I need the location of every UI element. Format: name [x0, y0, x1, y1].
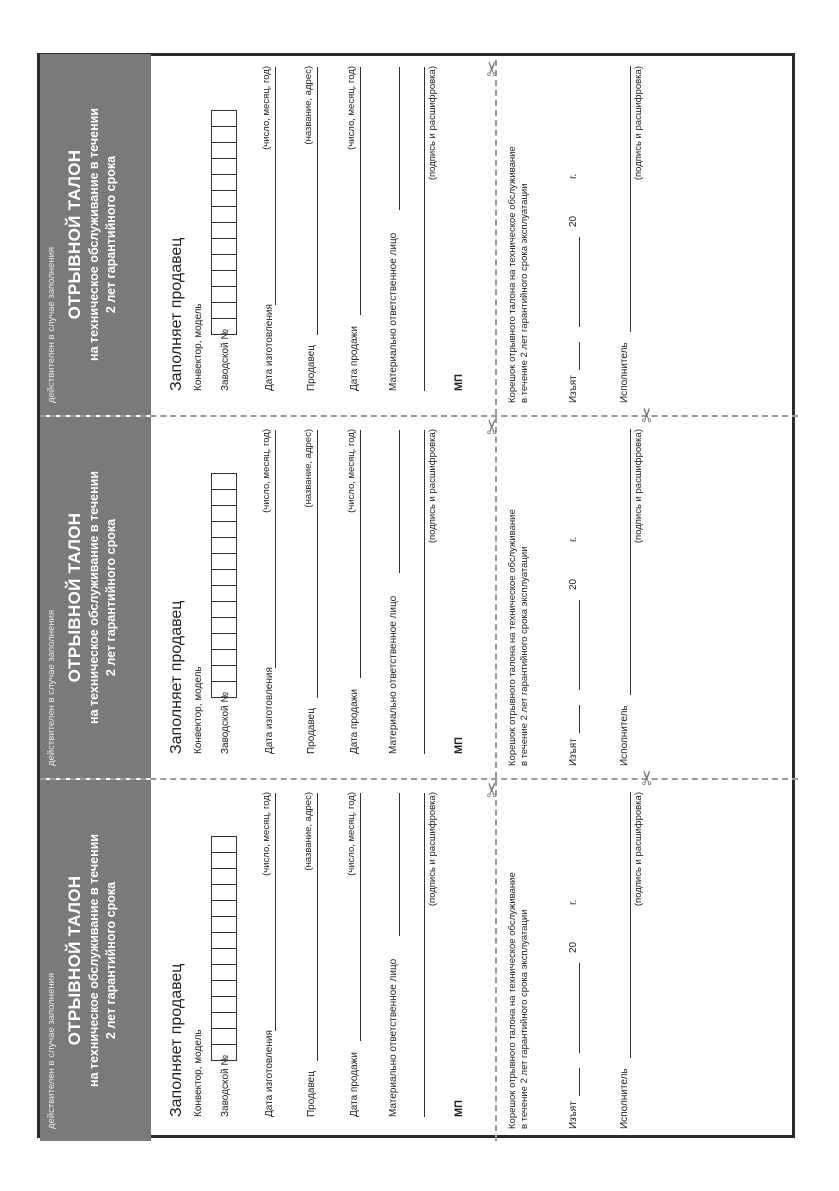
- cut-line-vertical-2: [40, 415, 798, 417]
- serial-box[interactable]: [211, 286, 237, 303]
- coupon-subtitle-2: 2 лет гарантийного срока: [104, 518, 118, 677]
- sale-date-label: Дата продажи: [349, 689, 360, 754]
- serial-box[interactable]: [211, 270, 237, 287]
- manufacture-date-label: Дата изготовления: [264, 667, 275, 754]
- serial-number-boxes[interactable]: [211, 474, 237, 698]
- withdrawn-day-line[interactable]: [579, 705, 580, 733]
- serial-box[interactable]: [211, 302, 237, 319]
- manufacture-date-line[interactable]: [275, 67, 276, 305]
- coupon-title: ОТРЫВНОЙ ТАЛОН: [65, 512, 84, 683]
- sale-date-label: Дата продажи: [349, 1052, 360, 1117]
- manufacture-date-hint: (число, месяц, год): [261, 66, 272, 150]
- serial-box[interactable]: [211, 569, 237, 586]
- model-label: Конвектор, модель: [193, 303, 204, 391]
- serial-box[interactable]: [211, 126, 237, 143]
- sale-date-hint: (число, месяц, год): [346, 429, 357, 513]
- responsible-line[interactable]: [399, 430, 400, 573]
- stub-description: Корешок отрывного талона на техническое обслуживание в течение 2 лет гарантийного срока эксплуатации: [507, 509, 530, 766]
- responsible-line[interactable]: [399, 67, 400, 210]
- serial-box[interactable]: [211, 553, 237, 570]
- coupon-title: ОТРЫВНОЙ ТАЛОН: [65, 875, 84, 1046]
- withdrawn-day-line[interactable]: [579, 342, 580, 370]
- sale-date-hint: (число, месяц, год): [346, 66, 357, 150]
- serial-box[interactable]: [211, 948, 237, 965]
- serial-box[interactable]: [211, 980, 237, 997]
- cut-line-vertical-1: [40, 778, 798, 780]
- coupon-subtitle-1: на техническое обслуживание в течении: [87, 471, 101, 724]
- seller-label: Продавец: [306, 345, 317, 391]
- cut-line-horizontal-1: [495, 780, 497, 1141]
- executor-label: Исполнитель: [619, 1068, 630, 1129]
- serial-box[interactable]: [211, 110, 237, 127]
- stamp-mark: МП: [453, 373, 465, 391]
- serial-box[interactable]: [211, 174, 237, 191]
- serial-box[interactable]: [211, 537, 237, 554]
- signature-line[interactable]: [424, 67, 425, 391]
- coupon-header-band: [40, 417, 151, 778]
- stub-description: Корешок отрывного талона на техническое обслуживание в течение 2 лет гарантийного срока эксплуатации: [507, 146, 530, 403]
- executor-hint: (подпись и расшифровка): [633, 429, 644, 544]
- executor-line[interactable]: [630, 792, 631, 1058]
- responsible-label: Материально ответственное лицо: [388, 232, 399, 391]
- withdrawn-month-line[interactable]: [579, 237, 580, 327]
- year-suffix: г.: [568, 899, 579, 905]
- seller-hint: (название, адрес): [303, 792, 314, 871]
- serial-box[interactable]: [211, 142, 237, 159]
- serial-box[interactable]: [211, 473, 237, 490]
- responsible-line[interactable]: [399, 793, 400, 936]
- withdrawn-month-line[interactable]: [579, 963, 580, 1053]
- seller-hint: (название, адрес): [303, 429, 314, 508]
- stamp-mark: МП: [453, 736, 465, 754]
- serial-box[interactable]: [211, 1028, 237, 1045]
- serial-box[interactable]: [211, 649, 237, 666]
- serial-box[interactable]: [211, 868, 237, 885]
- seller-line[interactable]: [317, 430, 318, 698]
- coupon-title: ОТРЫВНОЙ ТАЛОН: [65, 149, 84, 320]
- serial-box[interactable]: [211, 617, 237, 634]
- signature-hint: (подпись и расшифровка): [427, 429, 438, 544]
- withdrawn-label: Изъят: [568, 738, 579, 766]
- seller-label: Продавец: [306, 1071, 317, 1117]
- serial-box[interactable]: [211, 190, 237, 207]
- responsible-label: Материально ответственное лицо: [388, 958, 399, 1117]
- coupon-subtitle-2: 2 лет гарантийного срока: [104, 881, 118, 1040]
- cut-line-horizontal-3: [495, 60, 497, 415]
- withdrawn-month-line[interactable]: [579, 600, 580, 690]
- executor-line[interactable]: [630, 66, 631, 332]
- withdrawn-label: Изъят: [568, 1101, 579, 1129]
- sale-date-label: Дата продажи: [349, 326, 360, 391]
- coupon-subtitle-2: 2 лет гарантийного срока: [104, 155, 118, 314]
- stub-description: Корешок отрывного талона на техническое обслуживание в течение 2 лет гарантийного срока эксплуатации: [507, 872, 530, 1129]
- coupon-subtitle-1: на техническое обслуживание в течении: [87, 108, 101, 361]
- coupon-sheet: [37, 53, 795, 1138]
- sale-date-line[interactable]: [360, 67, 361, 315]
- serial-box[interactable]: [211, 916, 237, 933]
- serial-box[interactable]: [211, 633, 237, 650]
- serial-box[interactable]: [211, 836, 237, 853]
- year-prefix: 20: [568, 578, 579, 590]
- coupon-subtitle-1: на техническое обслуживание в течении: [87, 834, 101, 1087]
- year-suffix: г.: [568, 173, 579, 179]
- sale-date-line[interactable]: [360, 430, 361, 678]
- responsible-label: Материально ответственное лицо: [388, 595, 399, 754]
- serial-box[interactable]: [211, 1044, 237, 1061]
- validity-note: действителен в случае заполнения: [46, 609, 57, 766]
- coupon-header-band: [40, 54, 151, 415]
- serial-box[interactable]: [211, 206, 237, 223]
- serial-box[interactable]: [211, 932, 237, 949]
- serial-label: Заводской №: [220, 1054, 231, 1117]
- serial-box[interactable]: [211, 964, 237, 981]
- coupon-3: [40, 54, 798, 415]
- withdrawn-label: Изъят: [568, 375, 579, 403]
- serial-label: Заводской №: [220, 691, 231, 754]
- validity-note: действителен в случае заполнения: [46, 246, 57, 403]
- serial-box[interactable]: [211, 585, 237, 602]
- year-prefix: 20: [568, 941, 579, 953]
- validity-note: действителен в случае заполнения: [46, 972, 57, 1129]
- serial-box[interactable]: [211, 505, 237, 522]
- rotated-canvas: [40, 56, 798, 1141]
- scissors-icon: ✂: [482, 418, 504, 435]
- serial-box[interactable]: [211, 521, 237, 538]
- sale-date-hint: (число, месяц, год): [346, 792, 357, 876]
- serial-box[interactable]: [211, 601, 237, 618]
- signature-line[interactable]: [424, 430, 425, 754]
- serial-box[interactable]: [211, 158, 237, 175]
- seller-line[interactable]: [317, 793, 318, 1061]
- manufacture-date-label: Дата изготовления: [264, 1030, 275, 1117]
- serial-box[interactable]: [211, 681, 237, 698]
- serial-box[interactable]: [211, 884, 237, 901]
- serial-box[interactable]: [211, 222, 237, 239]
- serial-box[interactable]: [211, 852, 237, 869]
- sale-date-line[interactable]: [360, 793, 361, 1041]
- executor-hint: (подпись и расшифровка): [633, 66, 644, 181]
- serial-box[interactable]: [211, 996, 237, 1013]
- year-prefix: 20: [568, 215, 579, 227]
- serial-number-boxes[interactable]: [211, 111, 237, 335]
- executor-label: Исполнитель: [619, 342, 630, 403]
- scissors-icon: ✂: [482, 781, 504, 798]
- coupon-1: [40, 780, 798, 1141]
- serial-number-boxes[interactable]: [211, 837, 237, 1061]
- stamp-mark: МП: [453, 1099, 465, 1117]
- executor-hint: (подпись и расшифровка): [633, 792, 644, 907]
- serial-box[interactable]: [211, 900, 237, 917]
- manufacture-date-hint: (число, месяц, год): [261, 429, 272, 513]
- seller-label: Продавец: [306, 708, 317, 754]
- seller-hint: (название, адрес): [303, 66, 314, 145]
- model-label: Конвектор, модель: [193, 1029, 204, 1117]
- signature-line[interactable]: [424, 793, 425, 1117]
- serial-box[interactable]: [211, 1012, 237, 1029]
- seller-heading: Заполняет продавец: [168, 600, 185, 754]
- serial-box[interactable]: [211, 489, 237, 506]
- manufacture-date-label: Дата изготовления: [264, 304, 275, 391]
- model-label: Конвектор, модель: [193, 666, 204, 754]
- manufacture-date-line[interactable]: [275, 430, 276, 668]
- signature-hint: (подпись и расшифровка): [427, 792, 438, 907]
- serial-box[interactable]: [211, 238, 237, 255]
- seller-heading: Заполняет продавец: [168, 963, 185, 1117]
- cut-line-horizontal-2: [495, 417, 497, 778]
- coupon-header-band: [40, 780, 151, 1141]
- executor-line[interactable]: [630, 429, 631, 695]
- year-suffix: г.: [568, 536, 579, 542]
- signature-hint: (подпись и расшифровка): [427, 66, 438, 181]
- serial-label: Заводской №: [220, 328, 231, 391]
- withdrawn-day-line[interactable]: [579, 1068, 580, 1096]
- scissors-icon: ✂: [637, 769, 659, 786]
- executor-label: Исполнитель: [619, 705, 630, 766]
- serial-box[interactable]: [211, 318, 237, 335]
- scissors-icon: ✂: [637, 406, 659, 423]
- scissors-icon: ✂: [482, 60, 504, 77]
- serial-box[interactable]: [211, 254, 237, 271]
- coupon-2: [40, 417, 798, 778]
- seller-heading: Заполняет продавец: [168, 237, 185, 391]
- seller-line[interactable]: [317, 67, 318, 335]
- manufacture-date-hint: (число, месяц, год): [261, 792, 272, 876]
- serial-box[interactable]: [211, 665, 237, 682]
- manufacture-date-line[interactable]: [275, 793, 276, 1031]
